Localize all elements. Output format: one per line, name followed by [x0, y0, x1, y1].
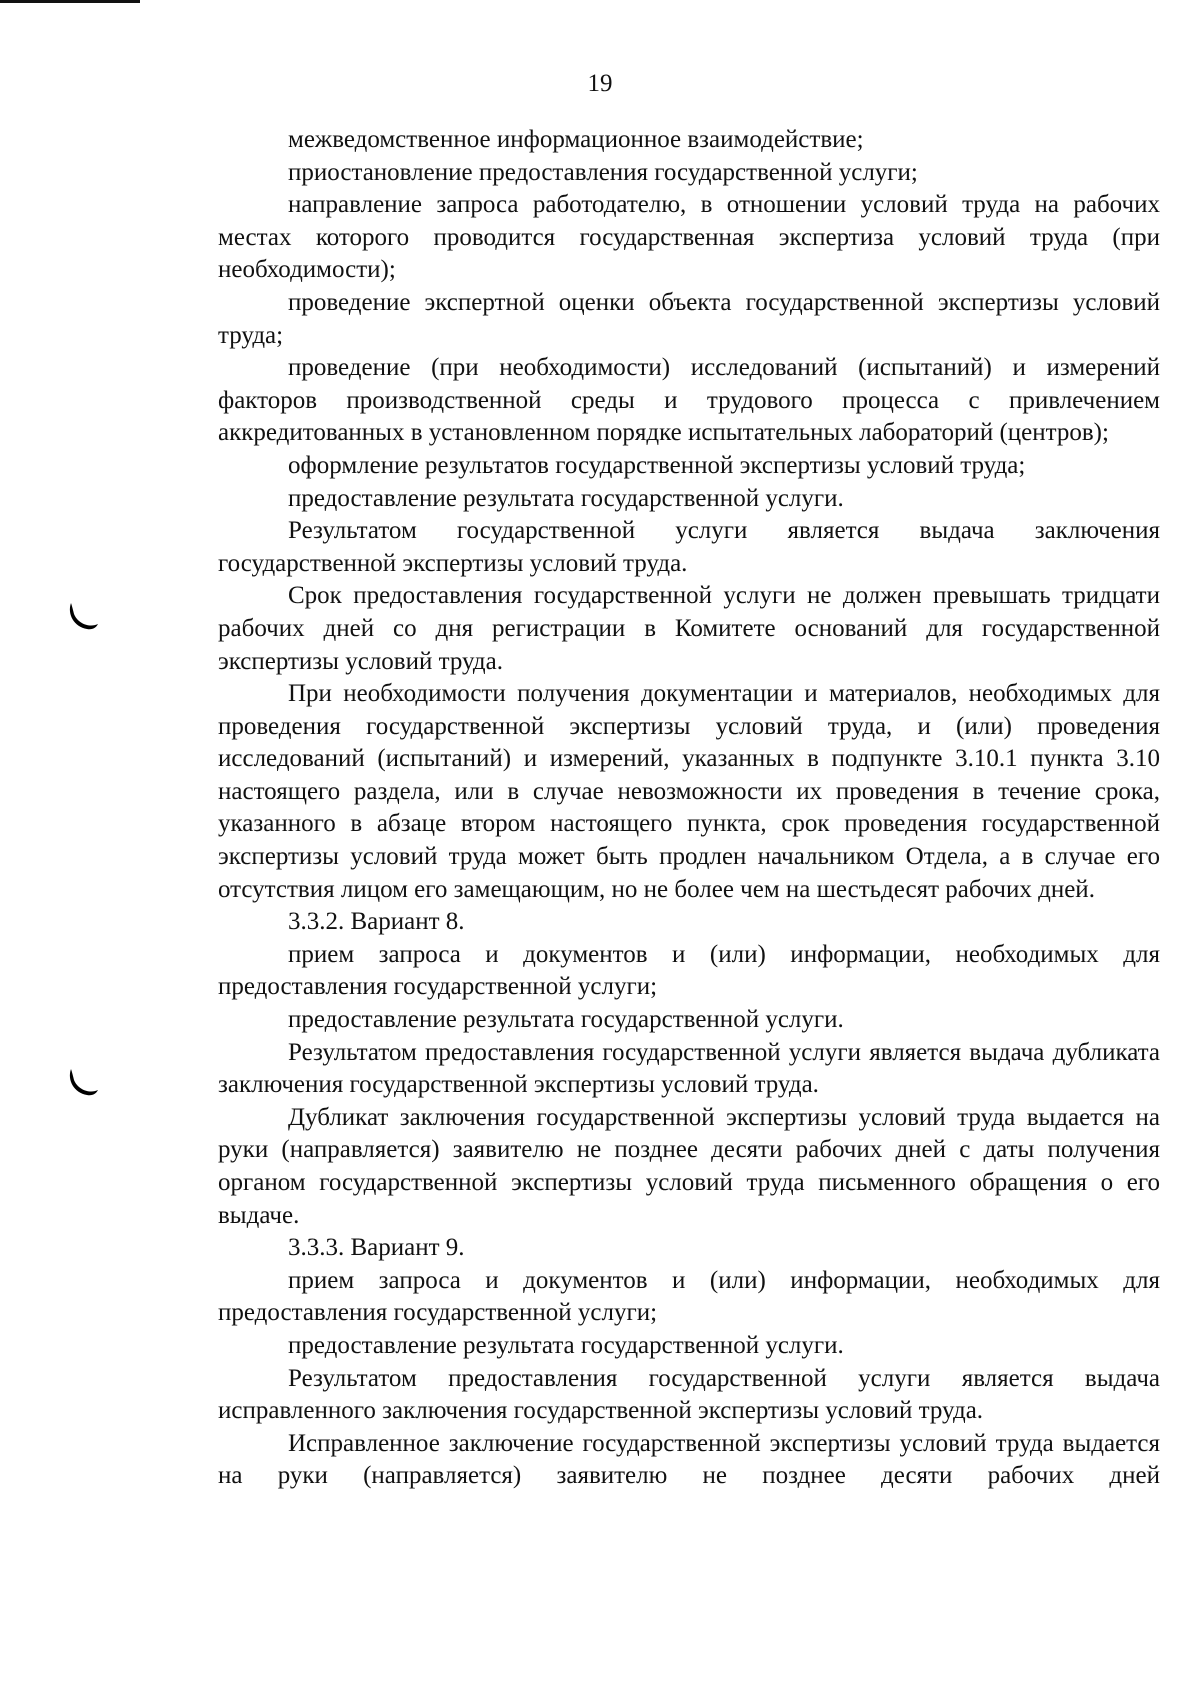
- section-heading: 3.3.3. Вариант 9.: [288, 1234, 465, 1262]
- paragraph: предоставление результата государственной услуги.: [288, 1006, 844, 1034]
- binder-hole-icon: [66, 1066, 100, 1100]
- paragraph: Результатом предоставления государственной услуги является выдача исправленного заключения государственной экспертизы условий труда.: [218, 1364, 1160, 1425]
- paragraph: оформление результатов государственной экспертизы условий труда;: [288, 451, 1026, 479]
- document-body: [218, 124, 1160, 1493]
- paragraph: проведение (при необходимости) исследований (испытаний) и измерений факторов производственной среды и трудового процесса с привлечением аккредитованных в установленном порядке испытательных лабораторий (центров);: [218, 354, 1160, 447]
- paragraph: Результатом государственной услуги является выдача заключения государственной экспертизы условий труда.: [218, 517, 1160, 577]
- paragraph: Дубликат заключения государственной экспертизы условий труда выдается на руки (направляется) заявителю не позднее десяти рабочих дней с даты получения органом государственной экспертизы условий труда письменного обращения о его выдаче.: [218, 1103, 1160, 1229]
- paragraph: направление запроса работодателю, в отношении условий труда на рабочих местах которого проводится государственная экспертиза условий труда (при необходимости);: [218, 191, 1160, 284]
- paragraph: межведомственное информационное взаимодействие;: [288, 126, 864, 153]
- paragraph: проведение экспертной оценки объекта государственной экспертизы условий труда;: [218, 288, 1160, 349]
- paragraph: прием запроса и документов и (или) информации, необходимых для предоставления государственной услуги;: [218, 940, 1160, 1001]
- paragraph: Исправленное заключение государственной экспертизы условий труда выдается на руки (направляется) заявителю не позднее десяти рабочих дней: [218, 1429, 1160, 1490]
- page-number: 19: [587, 70, 613, 97]
- paragraph: При необходимости получения документации и материалов, необходимых для проведения государственной экспертизы условий труда, и (или) проведения исследований (испытаний) и измерений, указанных в подпункте 3.10.1 пункта 3.10 настоящего раздела, или в случае невозможности их проведения в течение срока, указанного в абзаце втором настоящего пункта, срок проведения государственной экспертизы условий труда может быть продлен начальником Отдела, а в случае его отсутствия лицом его замещающим, но не более чем на шестьдесят рабочих дней.: [218, 680, 1160, 903]
- paragraph: Результатом предоставления государственной услуги является выдача дубликата заключения государственной экспертизы условий труда.: [218, 1038, 1160, 1099]
- section-heading: 3.3.2. Вариант 8.: [288, 908, 465, 936]
- paragraph: предоставление результата государственной услуги.: [288, 484, 844, 512]
- binder-hole-icon: [66, 600, 100, 634]
- scan-edge-line: [0, 0, 140, 3]
- paragraph: Срок предоставления государственной услуги не должен превышать тридцати рабочих дней со дня регистрации в Комитете оснований для государственной экспертизы условий труда.: [218, 582, 1160, 675]
- paragraph: прием запроса и документов и (или) информации, необходимых для предоставления государственной услуги;: [218, 1266, 1160, 1327]
- paragraph: предоставление результата государственной услуги.: [288, 1331, 844, 1359]
- paragraph: приостановление предоставления государственной услуги;: [288, 158, 918, 186]
